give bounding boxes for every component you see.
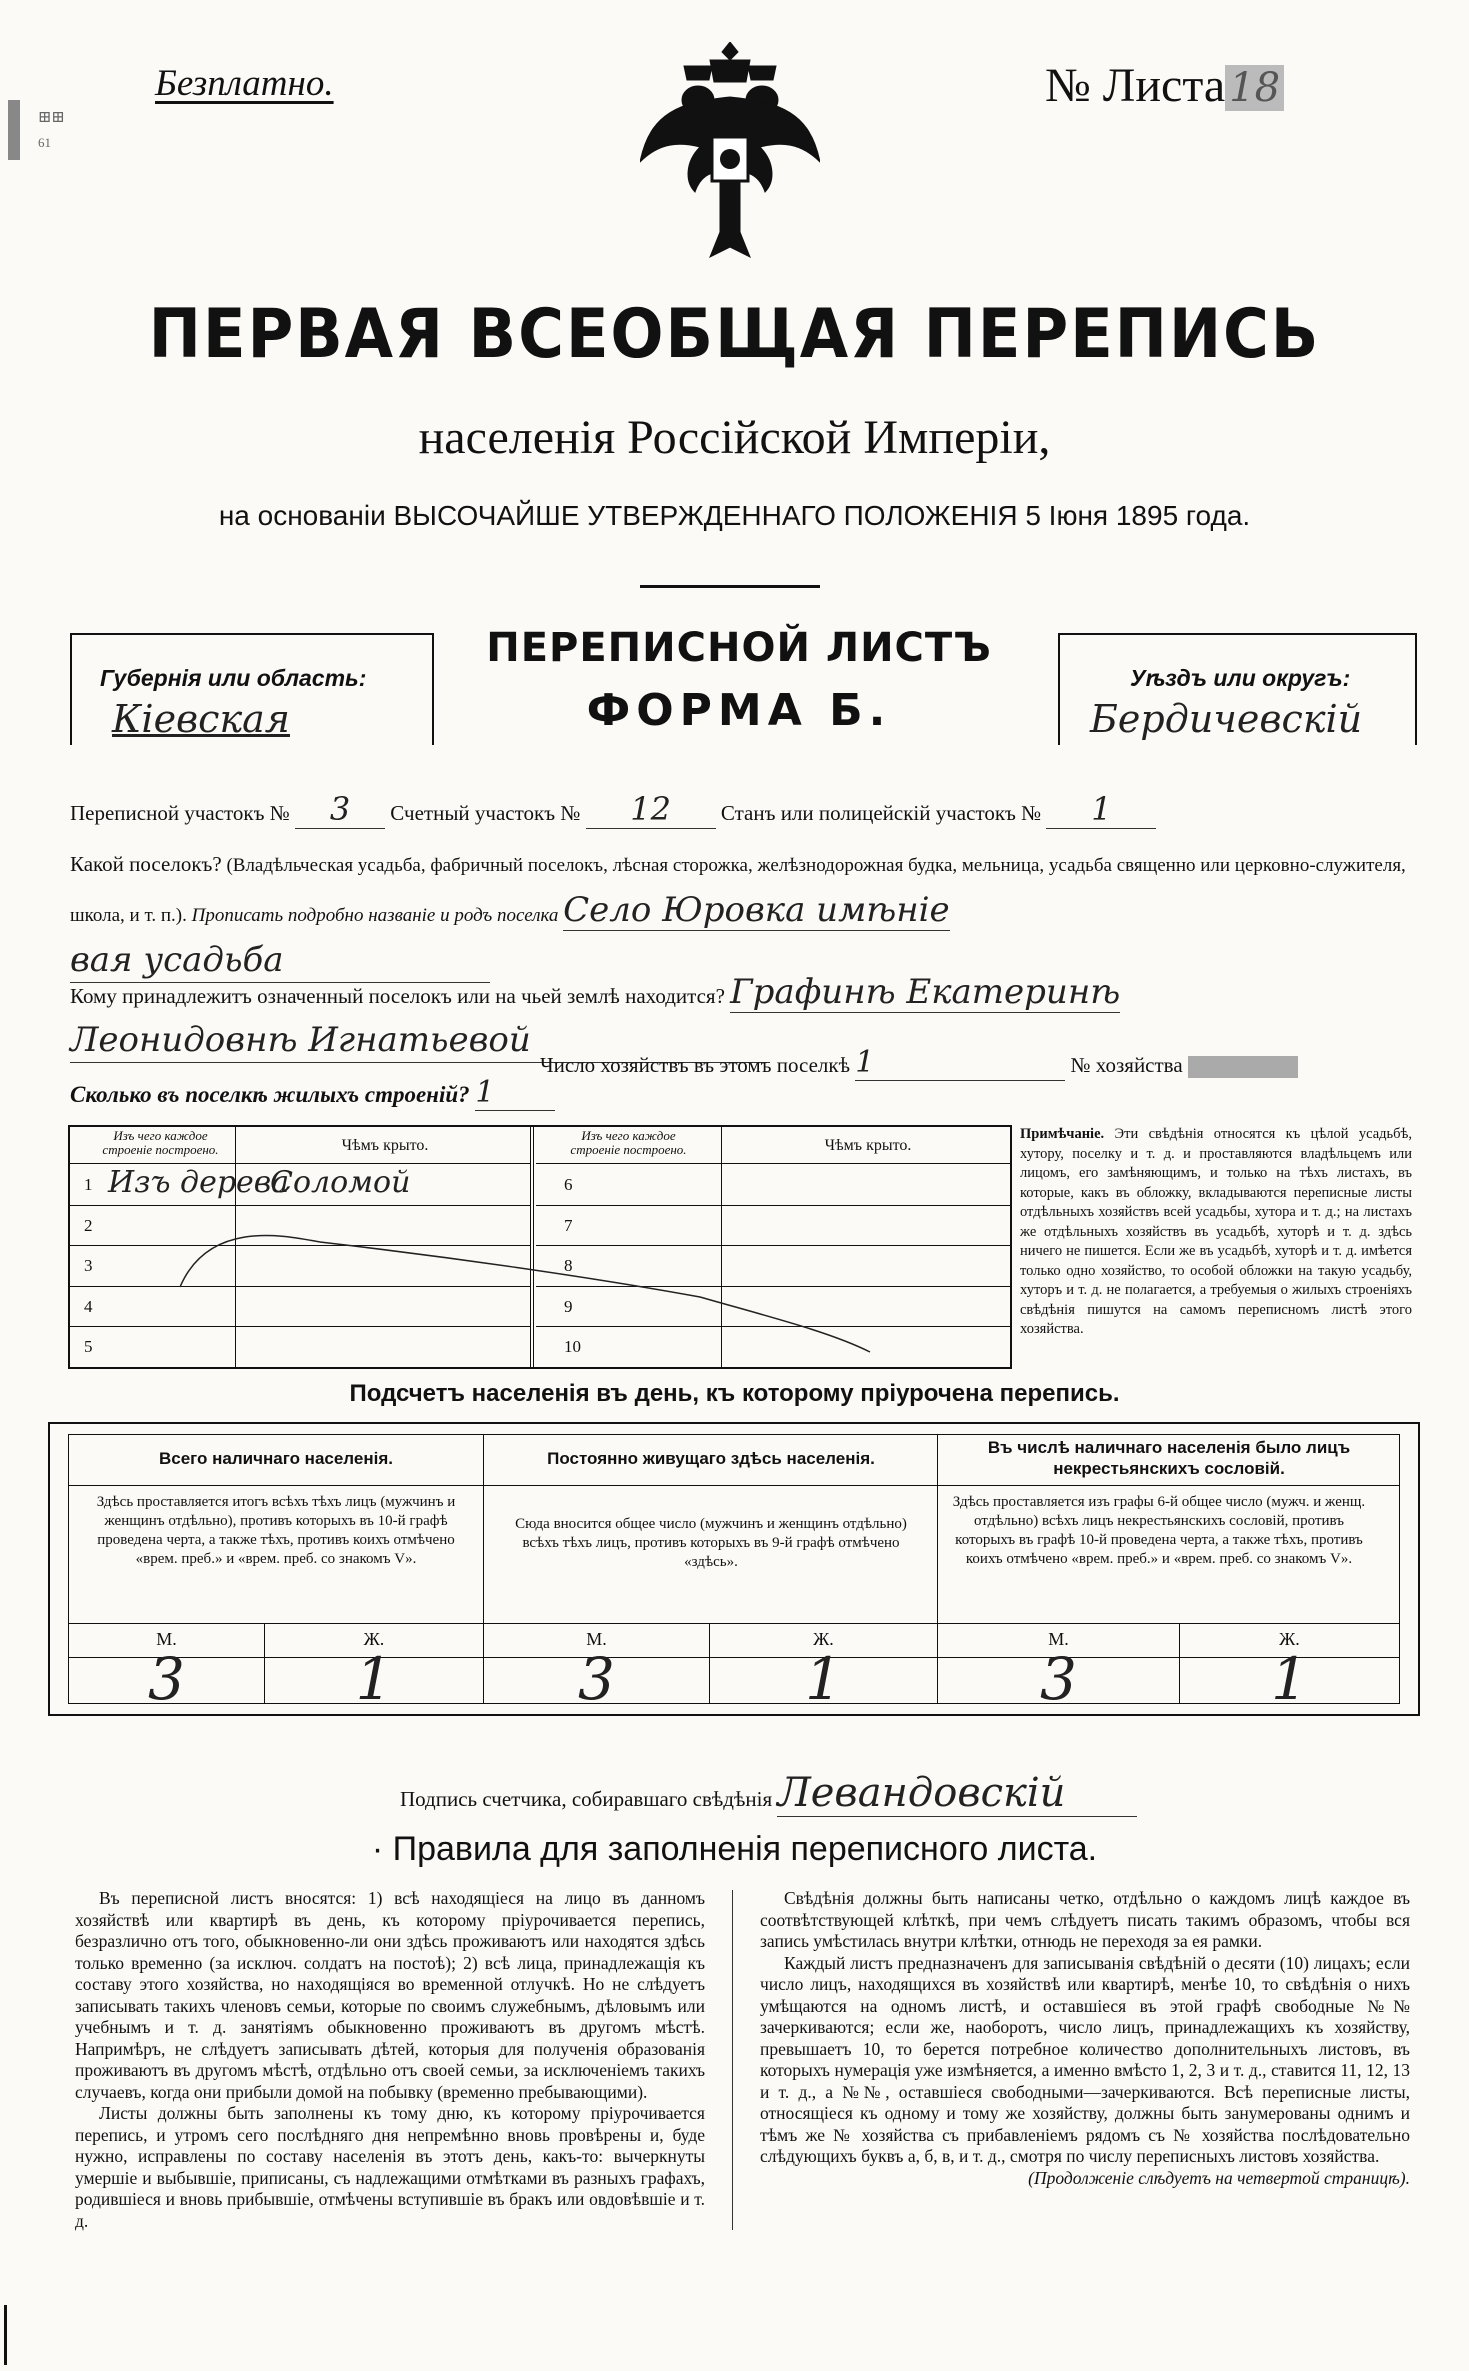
district-box	[1058, 633, 1417, 745]
province-value[interactable]: Кіевская	[112, 697, 290, 741]
rules-title: · Правила для заполненія переписного листа.	[371, 1830, 1098, 1868]
signature-value[interactable]: Левандовскій	[777, 1770, 1137, 1817]
imperial-eagle-emblem	[640, 42, 820, 262]
owner-value-2[interactable]: Леонидовнѣ Игнатьевой	[70, 1018, 770, 1063]
settlement-label: Какой поселокъ?	[70, 852, 222, 876]
rules-divider	[732, 1890, 733, 2230]
form-subtitle: ФОРМА Б.	[586, 685, 892, 736]
building-row-number: 6	[564, 1175, 573, 1194]
rules-left-paragraph: Листы должны быть заполнены къ тому дню, къ которому пріурочивается перепись, и утромъ сего послѣдняго дня непремѣнно вновь провѣрены и, буде нужно, исправлены по составу населенія въ этотъ день, какъ-то: вычеркнуты умершіе и выбывшіе, приписаны, съ надлежащими отмѣтками въ разныхъ графахъ, родившіеся и вновь прибывшіе, отмѣчены вступившіе въ бракъ или овдовѣвшіе и т. д.	[75, 2103, 705, 2231]
count-col3-f-label: Ж.	[1279, 1629, 1300, 1649]
building-row-number: 7	[564, 1215, 573, 1235]
form-title-block	[444, 625, 1034, 736]
buildings-table	[68, 1125, 1012, 1369]
rules-title-text: Правила для заполненія переписного листа.	[392, 1830, 1098, 1868]
note-text: Эти свѣдѣнія относятся къ цѣлой усадьбѣ, хутору, поселку и т. д. и проставляются владѣльцемъ или лицомъ, его замѣняющимъ, и только на тѣхъ листахъ, въ которые, какъ въ обложку, вкладываются переписные листы отдѣльныхъ хозяйствъ всей усадьбы, хутора и т. д.; на листахъ же отдѣльныхъ хозяйствъ въ усадьбѣ, хуторѣ и т. д. здѣсь ничего не пишется. Если же въ усадьбѣ, хуторѣ и т. д. имѣется только одно хозяйство, то особой обложки на такую усадьбу, хуторъ и т. д. не полагается, а требуемыя о жилыхъ строеніяхъ свѣдѣнія пишутся на самомъ переписномъ листѣ этого хозяйства.	[1020, 1126, 1413, 1337]
count-col3-text: Здѣсь проставляется изъ графы 6-й общее число (мужч. и женщ. отдѣльно) всѣхъ лицъ некрестьянскихъ сословій, противъ которыхъ въ графѣ 10-й проведена черта, а также тѣхъ, противъ коихъ отмѣчено «врем. преб.» и «врем. преб. со знакомъ V».	[952, 1494, 1366, 1567]
sheet-number-value: 18	[1225, 65, 1284, 111]
building-row-number: 2	[84, 1215, 93, 1235]
stan-label: Станъ или полицейскій участокъ №	[720, 801, 1042, 825]
province-label: Губернія или область:	[100, 665, 367, 691]
form-title: ПЕРЕПИСНОЙ ЛИСТЪ	[486, 625, 992, 671]
settlement-value-2[interactable]: вая усадьба	[70, 938, 490, 983]
areas-row	[70, 790, 1410, 829]
building-row-number: 10	[564, 1337, 581, 1356]
count-total-female[interactable]: 1	[355, 1645, 393, 1713]
building-roof[interactable]: Соломой	[270, 1165, 411, 1200]
households-value[interactable]: 1	[855, 1045, 1065, 1081]
building-material[interactable]: Изъ дерева	[108, 1165, 290, 1200]
count-col1-f-label: Ж.	[363, 1629, 385, 1649]
sheet-number-label: № Листа 18	[1045, 58, 1284, 113]
buildings-row	[70, 1075, 555, 1111]
household-number-label: № хозяйства	[1070, 1053, 1183, 1077]
decree-basis: на основаніи ВЫСОЧАЙШЕ УТВЕРЖДЕННАГО ПОЛОЖЕНІЯ 5 Іюня 1895 года.	[218, 500, 1251, 531]
households-row	[540, 1045, 1298, 1081]
household-number-value[interactable]	[1188, 1056, 1298, 1078]
settlement-instruction: Прописать подробно названіе и родъ поселка	[191, 905, 559, 926]
owner-label: Кому принадлежитъ означенный поселокъ или на чьей землѣ находится?	[70, 984, 725, 1008]
title-divider	[640, 585, 820, 588]
strike-lines	[70, 1127, 1010, 1367]
building-row-number: 1	[84, 1175, 93, 1194]
col-material-header-2: Изъ чего каждое строеніе построено.	[570, 1128, 687, 1157]
count-col1-m-label: М.	[156, 1629, 177, 1649]
rules-left-paragraph: Въ переписной листъ вносятся: 1) всѣ находящіеся на лицо въ данномъ хозяйствѣ или квартирѣ въ день, къ которому пріурочивается перепись, безразлично отъ того, обыкновенно-ли они здѣсь проживаютъ или находятся здѣсь только временно (за исключ. солдатъ на постоѣ); 2) всѣ лица, принадлежащія къ составу этого хозяйства, но находящіяся во временной отлучкѣ. Но не слѣдуетъ записывать такихъ членовъ семьи, которые по своимъ служебнымъ, дѣловымъ или учебнымъ и т. д. занятіямъ обыкновенно проживаютъ въ другомъ мѣстѣ. Напримѣръ, не слѣдуетъ записывать дѣтей, которыя для полученія образованія проживаютъ въ другомъ мѣстѣ, отдѣльно отъ своей семьи, за исключеніемъ такихъ случаевъ, когда они прибыли домой на побывку (временно пребывающими).	[75, 1888, 705, 2102]
archive-stamp: ⊞⊞ 61	[8, 95, 83, 165]
note-label: Примѣчаніе.	[1020, 1126, 1105, 1142]
count-heading: Подсчетъ населенія въ день, къ которому пріурочена перепись.	[349, 1380, 1120, 1407]
count-resident-male[interactable]: 3	[578, 1645, 615, 1713]
count-total-male[interactable]: 3	[148, 1645, 185, 1713]
count-nonpeasant-male[interactable]: 3	[1040, 1645, 1077, 1713]
col-material-header: Изъ чего каждое строеніе построено.	[102, 1128, 219, 1157]
count-area-label: Счетный участокъ №	[390, 801, 581, 825]
district-value[interactable]: Бердичевскій	[1090, 697, 1363, 741]
rules-right-paragraph: Каждый листъ предназначенъ для записыванія свѣдѣній о десяти (10) лицахъ; если число лицъ, находящихся въ хозяйствѣ или квартирѣ, менѣе 10, то свѣдѣнія о нихъ умѣщаются на одномъ листѣ, и оставшіеся въ этой графѣ свободные №№ зачеркиваются; если же, наоборотъ, число лицъ, принадлежащихъ къ хозяйству, превышаетъ 10, то берется потребное количество дополнительныхъ листовъ, въ которыхъ нумерація уже измѣняется, а именно вмѣсто 1, 2, 3 и т. д., ставится 11, 12, 13 и т. д., а №№, оставшіеся свободными—зачеркиваются. Всѣ переписные листы, относящіеся къ одному и тому же хозяйству, должны быть занумерованы однимъ и тѣмъ же № хозяйства съ прибавленіемъ рядомъ съ № хозяйства послѣдовательно слѣдующихъ буквъ а, б, в, и т. д., смотря по числу переписныхъ листовъ хозяйства.	[760, 1952, 1410, 2166]
settlement-value[interactable]: Село Юровка имѣніе	[563, 890, 950, 930]
building-row-number: 8	[564, 1256, 573, 1275]
province-box	[70, 633, 434, 745]
rules-left-column	[75, 1888, 705, 2232]
signature-row	[400, 1770, 1137, 1817]
signature-label: Подпись счетчика, собиравшаго свѣдѣнія	[400, 1787, 773, 1811]
buildings-label: Сколько въ поселкѣ жилыхъ строеній?	[70, 1082, 470, 1107]
col-roof-header-2: Чѣмъ крыто.	[824, 1137, 912, 1154]
rules-continued: (Продолженіе слѣдуетъ на четвертой страницѣ).	[1028, 2167, 1410, 2188]
count-col3-title: Въ числѣ наличнаго населенія было лицъ некрестьянскихъ сословій.	[987, 1438, 1351, 1478]
count-table	[48, 1422, 1420, 1716]
col-roof-header: Чѣмъ крыто.	[341, 1137, 429, 1154]
rules-right-column	[760, 1888, 1410, 2189]
owner-value[interactable]: Графинѣ Екатеринѣ	[730, 972, 1121, 1012]
note-block	[1020, 1125, 1412, 1340]
count-nonpeasant-female[interactable]: 1	[1271, 1645, 1308, 1713]
count-col1-title: Всего наличнаго населенія.	[159, 1449, 393, 1468]
census-area-value[interactable]: 3	[295, 790, 385, 829]
free-label: Безплатно.	[155, 63, 334, 104]
building-row-number: 4	[84, 1296, 93, 1316]
stan-value[interactable]: 1	[1046, 790, 1156, 829]
rules-right-paragraph: Свѣдѣнія должны быть написаны четко, отдѣльно о каждомъ лицѣ каждое въ соотвѣтствующей клѣткѣ, при чемъ слѣдуетъ писать такимъ образомъ, чтобы вся запись умѣстилась внутри клѣтки, отнюдь не переходя за ея рамки.	[760, 1888, 1410, 1951]
settlement-block	[70, 842, 1415, 988]
buildings-value[interactable]: 1	[475, 1075, 555, 1111]
settlement-hint: (Владѣльческая усадьба, фабричный поселокъ, лѣсная сторожка, желѣзнодорожная будка, мельница, усадьба священно или церковно-служителя, школа, и т. п.).	[70, 855, 1406, 926]
count-col2-text: Сюда вносится общее число (мужчинъ и женщинъ отдѣльно) всѣхъ тѣхъ лицъ, противъ которыхъ въ 9-й графѣ отмѣчено «здѣсь».	[515, 1516, 907, 1570]
count-col2-title: Постоянно живущаго здѣсь населенія.	[547, 1449, 875, 1468]
count-col1-text: Здѣсь проставляется итогъ всѣхъ тѣхъ лицъ (мужчинъ и женщинъ отдѣльно), противъ которыхъ въ 10-й графѣ проведена черта, а также тѣхъ, противъ коихъ отмѣчено «врем. преб.» и «врем. преб. со знакомъ V».	[96, 1494, 456, 1567]
building-row-number: 3	[84, 1256, 93, 1275]
count-col2-f-label: Ж.	[813, 1629, 834, 1649]
count-col2-m-label: М.	[586, 1629, 607, 1649]
building-row-number: 5	[84, 1337, 93, 1356]
census-area-label: Переписной участокъ №	[70, 801, 290, 825]
main-title: ПЕРВАЯ ВСЕОБЩАЯ ПЕРЕПИСЬ	[148, 295, 1321, 374]
building-row-number: 9	[564, 1296, 573, 1316]
count-resident-female[interactable]: 1	[805, 1645, 842, 1713]
count-area-value[interactable]: 12	[586, 790, 716, 829]
main-subtitle: населенія Россійской Имперіи,	[418, 411, 1051, 464]
count-col3-m-label: М.	[1048, 1629, 1069, 1649]
households-label: Число хозяйствъ въ этомъ поселкѣ	[540, 1053, 850, 1077]
page-edge-mark	[4, 2305, 7, 2365]
district-label: Уѣздъ или округъ:	[1130, 665, 1351, 691]
